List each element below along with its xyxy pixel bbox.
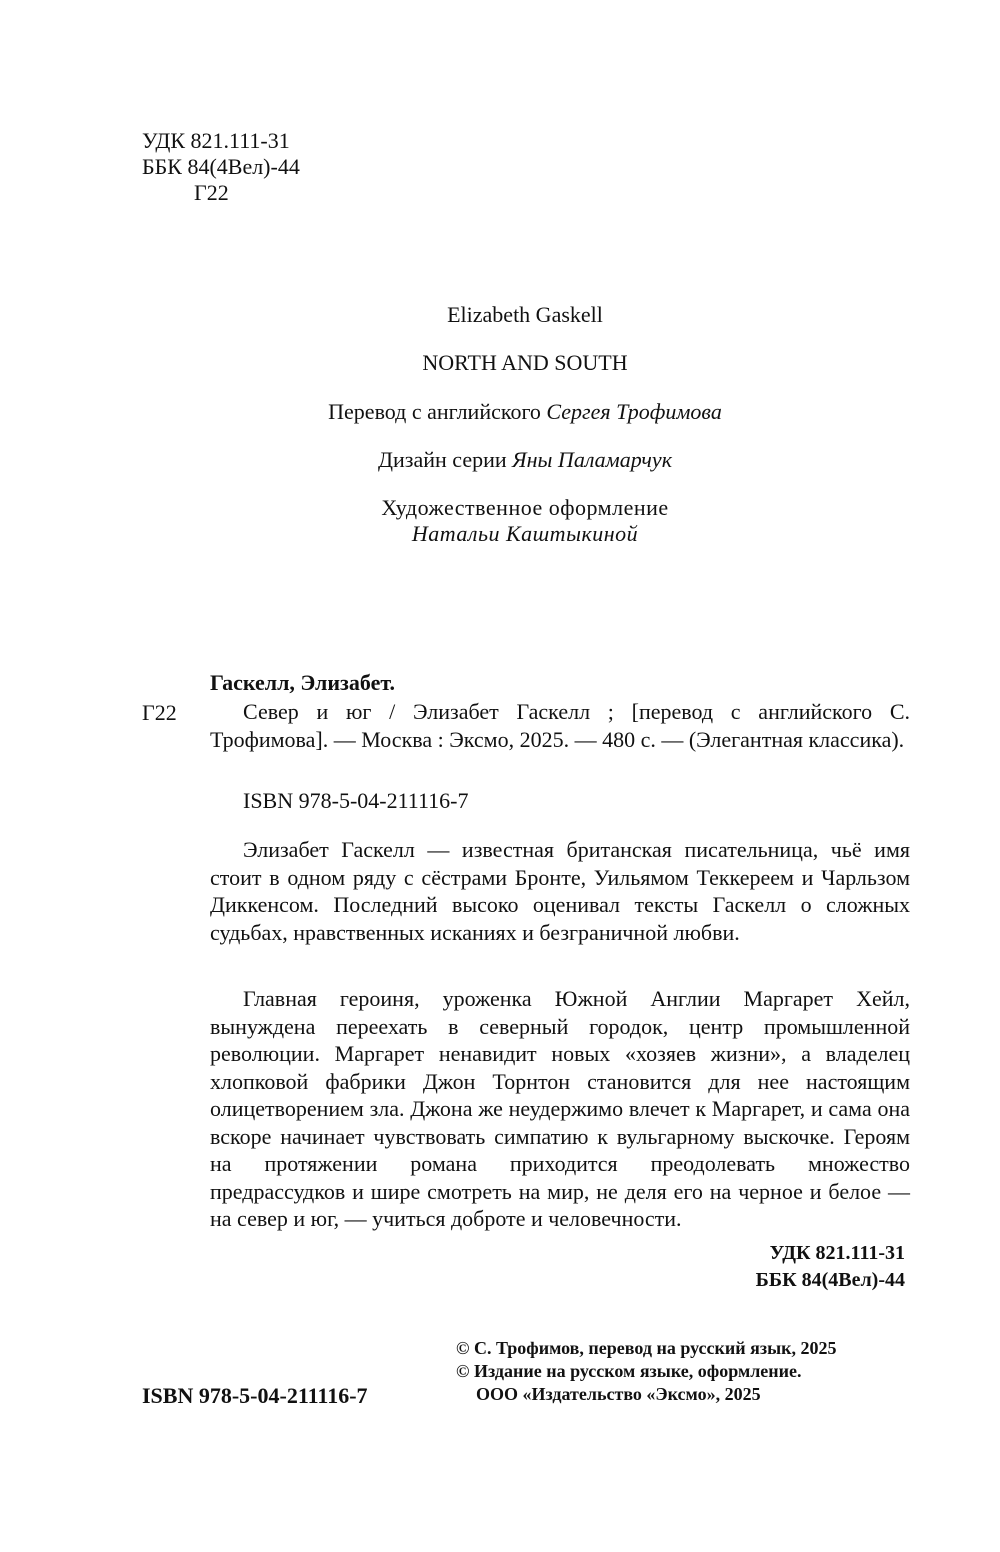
top-classification-codes — [142, 128, 300, 206]
art-design-label: Художественное оформление — [381, 495, 669, 520]
catalog-heading: Гаскелл, Элизабет. — [210, 670, 396, 695]
original-title: NORTH AND SOUTH — [422, 350, 628, 375]
footer-isbn: ISBN 978-5-04-211116-7 — [142, 1383, 368, 1408]
design-label: Дизайн серии — [378, 447, 513, 472]
annotation-paragraph-2: Главная героиня, уроженка Южной Англии Маргарет Хейл, вынуждена переехать в северный городок, центр промышленной революции. Маргарет ненавидит новых «хозяев жизни», а владелец хлопковой фабрики Джон Торнтон становится для нее настоящим олицетворением зла. Джона же неудержимо влечет к Маргарет, и сама она вскоре начинает чувствовать симпатию к вульгарному выскочке. Героям на протяжении романа приходится преодолевать множество предрассудков и шире смотреть на мир, не деля его на черное и белое — на север и юг, — учиться доброте и человечности. — [210, 986, 910, 1231]
series-design-credit — [0, 447, 1000, 473]
copyright-edition: © Издание на русском языке, оформление. — [456, 1361, 802, 1381]
bottom-classification-codes — [700, 1240, 905, 1294]
copyright-publisher: ООО «Издательство «Эксмо», 2025 — [476, 1384, 761, 1404]
copyright-translation: © С. Трофимов, перевод на русский язык, 2025 — [456, 1338, 837, 1358]
copyright-block — [456, 1337, 837, 1406]
translation-label: Перевод с английского — [328, 399, 547, 424]
bottom-udk-code: УДК 821.111-31 — [769, 1242, 905, 1264]
translator-name: Сергея Трофимова — [546, 399, 722, 424]
catalog-author-mark: Г22 — [142, 700, 177, 725]
catalog-description: Север и юг / Элизабет Гаскелл ; [перевод с английского С. Трофимова]. — Москва : Эксмо, 2025. — 480 с. — (Элегантная классика). — [210, 699, 910, 752]
udk-code: УДК 821.111-31 — [142, 128, 290, 153]
designer-name: Яны Паламарчук — [512, 447, 672, 472]
author-mark: Г22 — [194, 180, 229, 205]
bottom-bbk-code: ББК 84(4Вел)-44 — [755, 1269, 905, 1291]
catalog-isbn: ISBN 978-5-04-211116-7 — [243, 788, 469, 813]
artist-name: Натальи Каштыкиной — [411, 521, 639, 546]
annotation-paragraph-1: Элизабет Гаскелл — известная британская писательница, чьё имя стоит в одном ряду с сёстрами Бронте, Уильямом Теккереем и Чарльзом Диккенсом. Последний высоко оценивал тексты Гаскелл о сложных судьбах, нравственных исканиях и безграничной любви. — [210, 837, 910, 945]
original-author: Elizabeth Gaskell — [447, 302, 603, 327]
bbk-code: ББК 84(4Вел)-44 — [142, 154, 300, 179]
translation-credit — [0, 399, 1000, 425]
